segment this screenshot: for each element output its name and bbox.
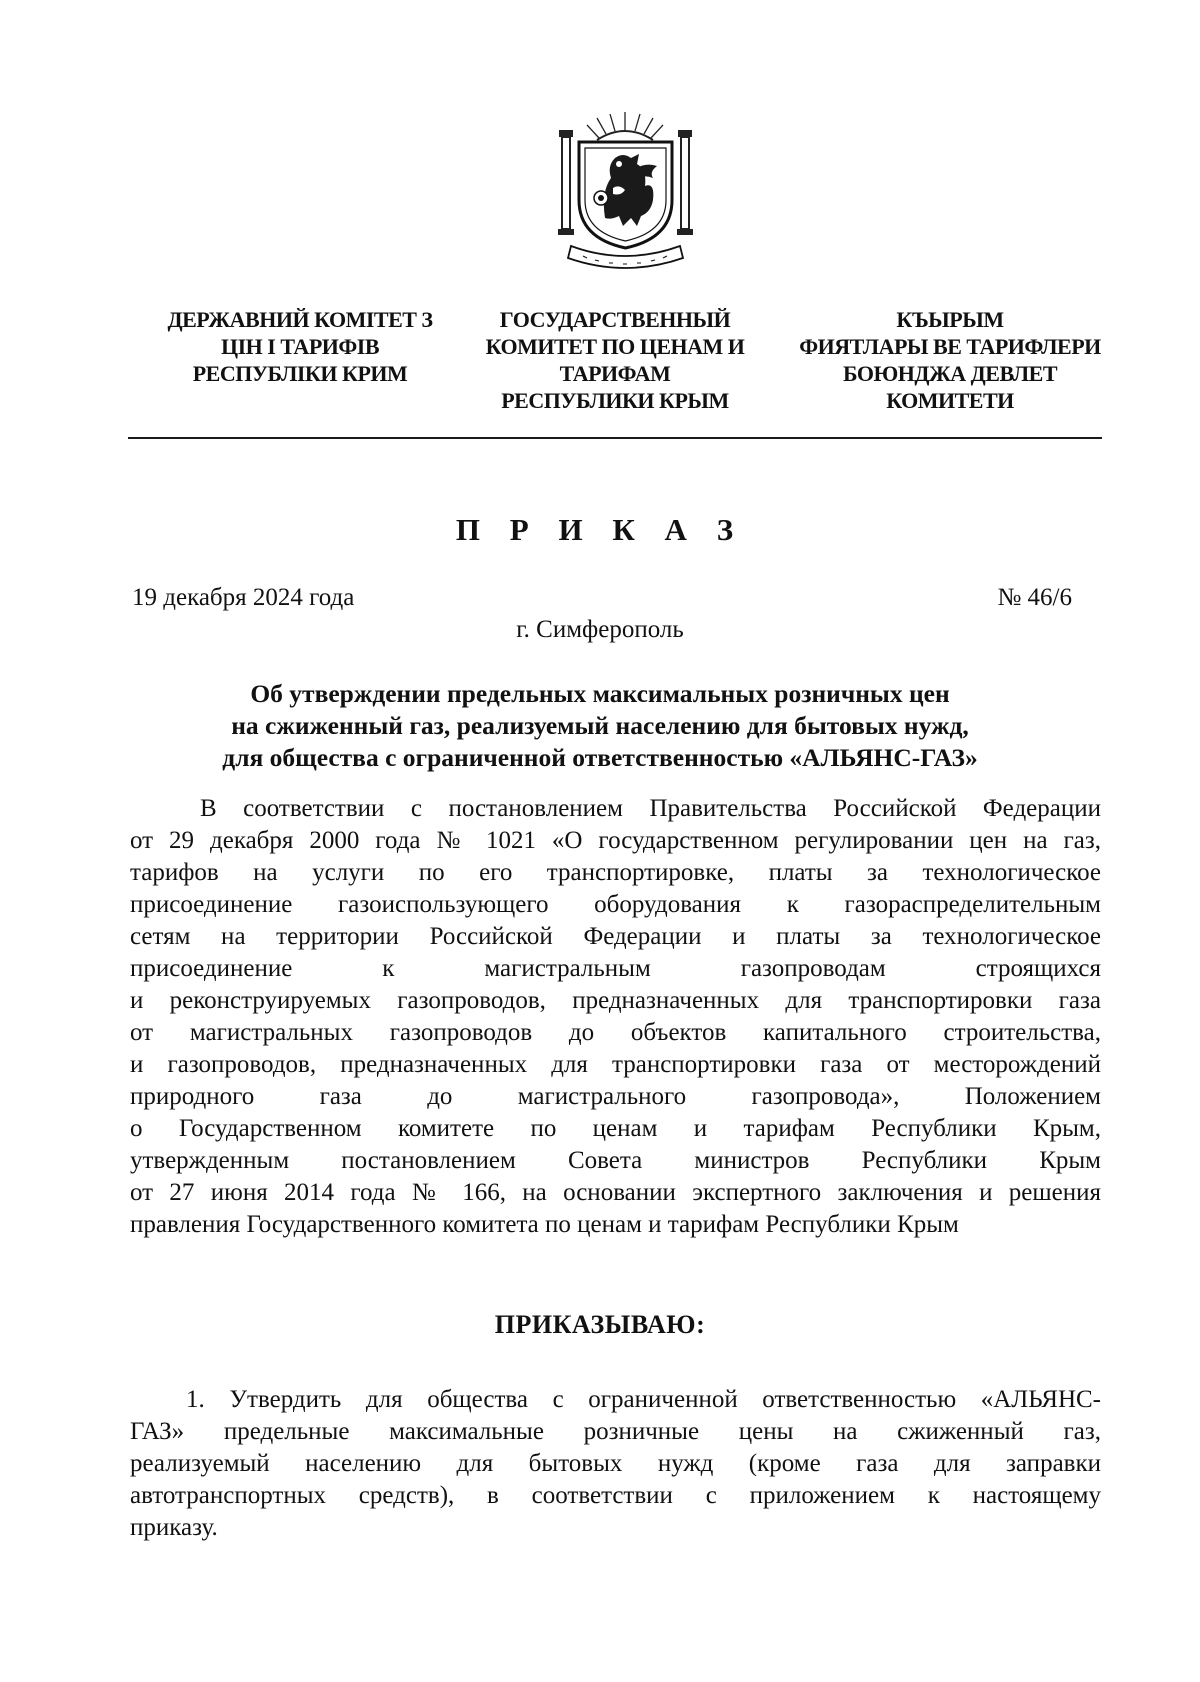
subject-line: Об утверждении предельных максимальных розничных цен bbox=[250, 679, 950, 708]
document-subject bbox=[150, 678, 1050, 774]
preamble-paragraph bbox=[130, 793, 1101, 1241]
header-crimean-tatar-line: КОМИТЕТИ bbox=[886, 388, 1014, 413]
preamble-line: о Государственном комитете по ценам и тарифам Республики Крым, bbox=[130, 1115, 1101, 1142]
preamble-line: утвержденным постановлением Совета министров Республики Крым bbox=[130, 1147, 1101, 1174]
preamble-line: и газопроводов, предназначенных для транспортировки газа от месторождений bbox=[130, 1051, 1101, 1078]
header-crimean-tatar-line: КЪЫРЫМ bbox=[896, 307, 1004, 332]
preamble-line: сетям на территории Российской Федерации и платы за технологическое bbox=[130, 923, 1101, 950]
document-city: г. Симферополь bbox=[516, 616, 684, 643]
header-ukrainian-line: ЦІН І ТАРИФІВ bbox=[221, 334, 379, 359]
header-ukrainian bbox=[150, 306, 450, 387]
preamble-line: от 29 декабря 2000 года № 1021 «О государственном регулировании цен на газ, bbox=[130, 827, 1101, 854]
preamble-line: и реконструируемых газопроводов, предназначенных для транспортировки газа bbox=[130, 987, 1101, 1014]
document-date: 19 декабря 2024 года bbox=[132, 584, 355, 611]
preamble-line: тарифов на услуги по его транспортировке, платы за технологическое bbox=[130, 859, 1101, 886]
header-divider bbox=[128, 437, 1102, 439]
clause-line: автотранспортных средств), в соответствии с приложением к настоящему bbox=[130, 1482, 1101, 1509]
preamble-line: природного газа до магистрального газопровода», Положением bbox=[130, 1083, 1101, 1110]
clause-line: реализуемый населению для бытовых нужд (кроме газа для заправки bbox=[130, 1450, 1101, 1477]
subject-line: на сжиженный газ, реализуемый населению для бытовых нужд, bbox=[231, 711, 969, 740]
preamble-line: присоединение газоиспользующего оборудования к газораспределительным bbox=[130, 891, 1101, 918]
header-russian-line: ГОСУДАРСТВЕННЫЙ bbox=[499, 307, 731, 332]
header-ukrainian-line: РЕСПУБЛІКИ КРИМ bbox=[192, 361, 408, 386]
clause-line: 1. Утвердить для общества с ограниченной ответственностью «АЛЬЯНС- bbox=[186, 1386, 1101, 1413]
header-crimean-tatar bbox=[785, 306, 1115, 414]
document-number: № 46/6 bbox=[997, 584, 1072, 611]
preamble-line: В соответствии с постановлением Правительства Российской Федерации bbox=[200, 795, 1101, 822]
clause-1 bbox=[130, 1384, 1101, 1544]
preamble-line: правления Государственного комитета по ценам и тарифам Республики Крым bbox=[130, 1211, 959, 1238]
header-russian bbox=[465, 306, 765, 414]
preamble-line: от магистральных газопроводов до объектов капитального строительства, bbox=[130, 1019, 1101, 1046]
clause-line: ГАЗ» предельные максимальные розничные цены на сжиженный газ, bbox=[130, 1418, 1101, 1445]
preamble-line: присоединение к магистральным газопроводам строящихся bbox=[130, 955, 1101, 982]
document-type-title: П Р И К А З bbox=[455, 512, 745, 547]
preamble-line: от 27 июня 2014 года № 166, на основании экспертного заключения и решения bbox=[130, 1179, 1101, 1206]
clause-line: приказу. bbox=[130, 1514, 218, 1541]
header-ukrainian-line: ДЕРЖАВНИЙ КОМІТЕТ З bbox=[167, 307, 433, 332]
header-russian-line: ТАРИФАМ bbox=[559, 361, 671, 386]
subject-line: для общества с ограниченной ответственностью «АЛЬЯНС-ГАЗ» bbox=[222, 743, 978, 772]
order-heading: ПРИКАЗЫВАЮ: bbox=[494, 1310, 706, 1339]
header-russian-line: КОМИТЕТ ПО ЦЕНАМ И bbox=[485, 334, 745, 359]
crimea-coat-of-arms-icon bbox=[553, 108, 698, 273]
header-crimean-tatar-line: БОЮНДЖА ДЕВЛЕТ bbox=[842, 361, 1058, 386]
header-russian-line: РЕСПУБЛИКИ КРЫМ bbox=[501, 388, 729, 413]
header-crimean-tatar-line: ФИЯТЛАРЫ ВЕ ТАРИФЛЕРИ bbox=[799, 334, 1101, 359]
